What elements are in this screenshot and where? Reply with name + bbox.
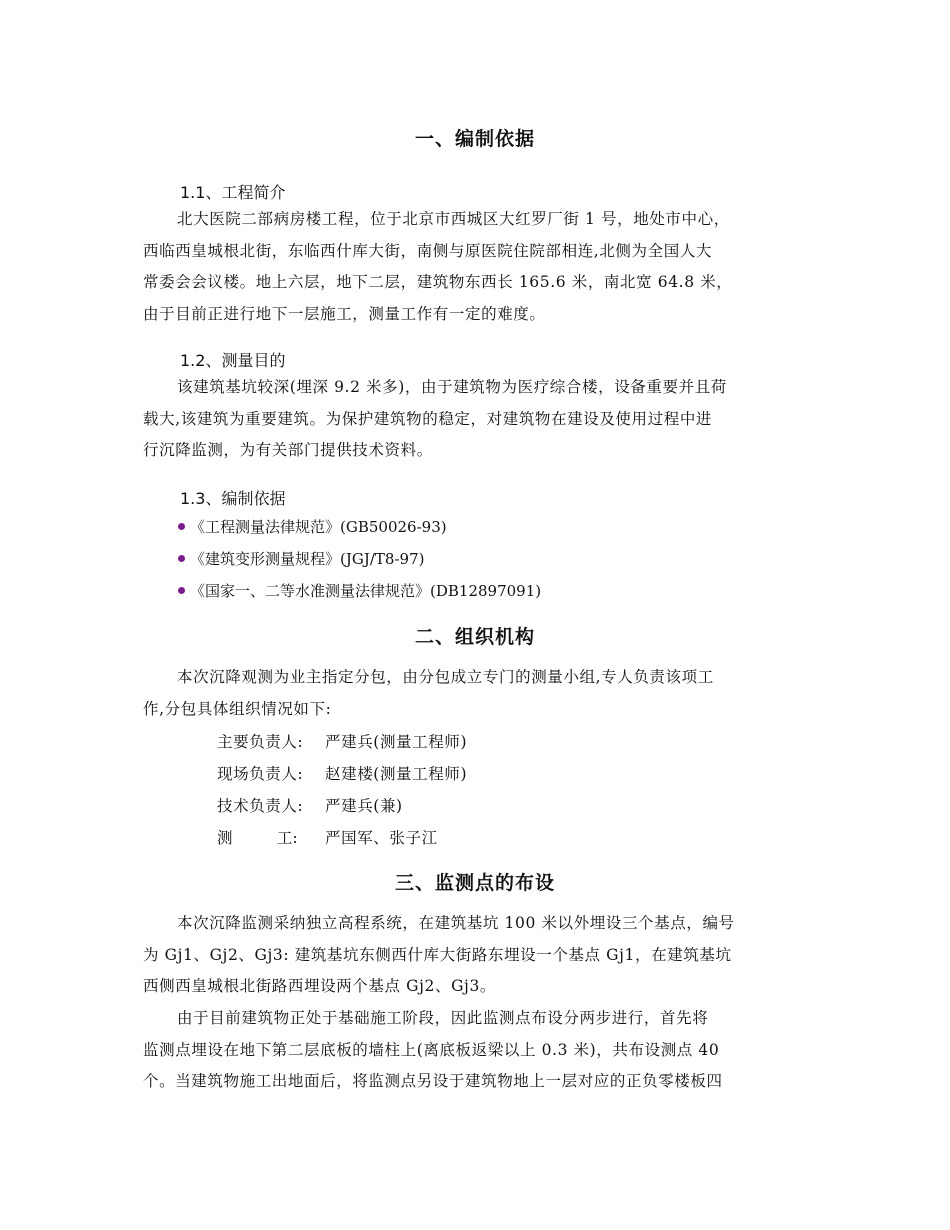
staff-role: 技术负责人: (217, 797, 304, 815)
subsection-1-2-title: 1.2、测量目的 (180, 351, 286, 370)
staff-list (217, 726, 467, 854)
section-2-paragraph (143, 662, 811, 725)
list-item-text: 《建筑变形测量规程》(JGJ/T8-97) (190, 550, 425, 568)
list-item (178, 575, 541, 607)
bullet-icon (178, 587, 185, 594)
staff-role: 现场负责人: (217, 765, 304, 783)
staff-name: 严建兵(测量工程师) (325, 733, 468, 751)
subsection-1-2-paragraph (143, 372, 811, 467)
staff-row (217, 758, 467, 790)
staff-role: 测 工: (217, 829, 298, 847)
section-3-paragraph-1 (143, 908, 811, 1003)
paragraph-line: 监测点埋设在地下第二层底板的墙柱上(离底板返梁以上 0.3 米)，共布设测点 40 (143, 1040, 720, 1059)
subsection-1-3-title: 1.3、编制依据 (180, 489, 286, 508)
subsection-1-1-paragraph (143, 204, 811, 330)
paragraph-line: 个。当建筑物施工出地面后，将监测点另设于建筑物地上一层对应的正负零楼板四 (143, 1072, 723, 1090)
paragraph-line: 该建筑基坑较深(埋深 9.2 米多)，由于建筑物为医疗综合楼，设备重要并且荷 (177, 378, 727, 396)
section-1-title: 一、编制依据 (414, 128, 535, 150)
section-3-title: 三、监测点的布设 (394, 872, 555, 894)
paragraph-line: 为 Gj1、Gj2、Gj3: 建筑基坑东侧西什库大街路东埋设一个基点 Gj1，在建筑基坑 (143, 945, 732, 964)
staff-name: 严国军、张子江 (325, 829, 438, 847)
staff-name: 严建兵(兼) (325, 797, 403, 815)
paragraph-line: 西临西皇城根北街，东临西什库大街，南侧与原医院住院部相连,北侧为全国人大 (143, 241, 713, 260)
paragraph-line: 北大医院二部病房楼工程，位于北京市西城区大红罗厂街 1 号，地处市中心， (177, 210, 730, 228)
staff-row (217, 822, 467, 854)
paragraph-line: 西侧西皇城根北街路西埋设两个基点 Gj2、Gj3。 (143, 977, 497, 995)
list-item (178, 511, 541, 543)
staff-row (217, 726, 467, 758)
paragraph-line: 由于目前正进行地下一层施工，测量工作有一定的难度。 (143, 304, 546, 323)
bullet-icon (178, 555, 185, 562)
list-item-text: 《工程测量法律规范》(GB50026-93) (190, 518, 447, 536)
paragraph-line: 本次沉降观测为业主指定分包，由分包成立专门的测量小组,专人负责该项工 (177, 668, 714, 686)
list-item-text: 《国家一、二等水准测量法律规范》(DB12897091) (190, 582, 542, 600)
paragraph-line: 本次沉降监测采纳独立高程系统，在建筑基坑 100 米以外埋设三个基点，编号 (177, 914, 735, 932)
section-3-paragraph-2 (143, 1003, 811, 1098)
staff-role: 主要负责人: (217, 733, 304, 751)
paragraph-line: 常委会会议楼。地上六层，地下二层，建筑物东西长 165.6 米，南北宽 64.8 米， (143, 273, 733, 291)
staff-name: 赵建楼(测量工程师) (325, 765, 468, 783)
paragraph-line: 行沉降监测，为有关部门提供技术资料。 (143, 441, 433, 459)
staff-row (217, 790, 467, 822)
section-2-title: 二、组织机构 (414, 626, 535, 648)
subsection-1-1-title: 1.1、工程简介 (180, 183, 286, 202)
reference-list (178, 511, 541, 607)
bullet-icon (178, 523, 185, 530)
paragraph-line: 载大,该建筑为重要建筑。为保护建筑物的稳定，对建筑物在建设及使用过程中进 (143, 409, 713, 428)
list-item (178, 543, 541, 575)
paragraph-line: 由于目前建筑物正处于基础施工阶段，因此监测点布设分两步进行，首先将 (177, 1009, 709, 1027)
paragraph-line: 作,分包具体组织情况如下: (143, 699, 332, 718)
